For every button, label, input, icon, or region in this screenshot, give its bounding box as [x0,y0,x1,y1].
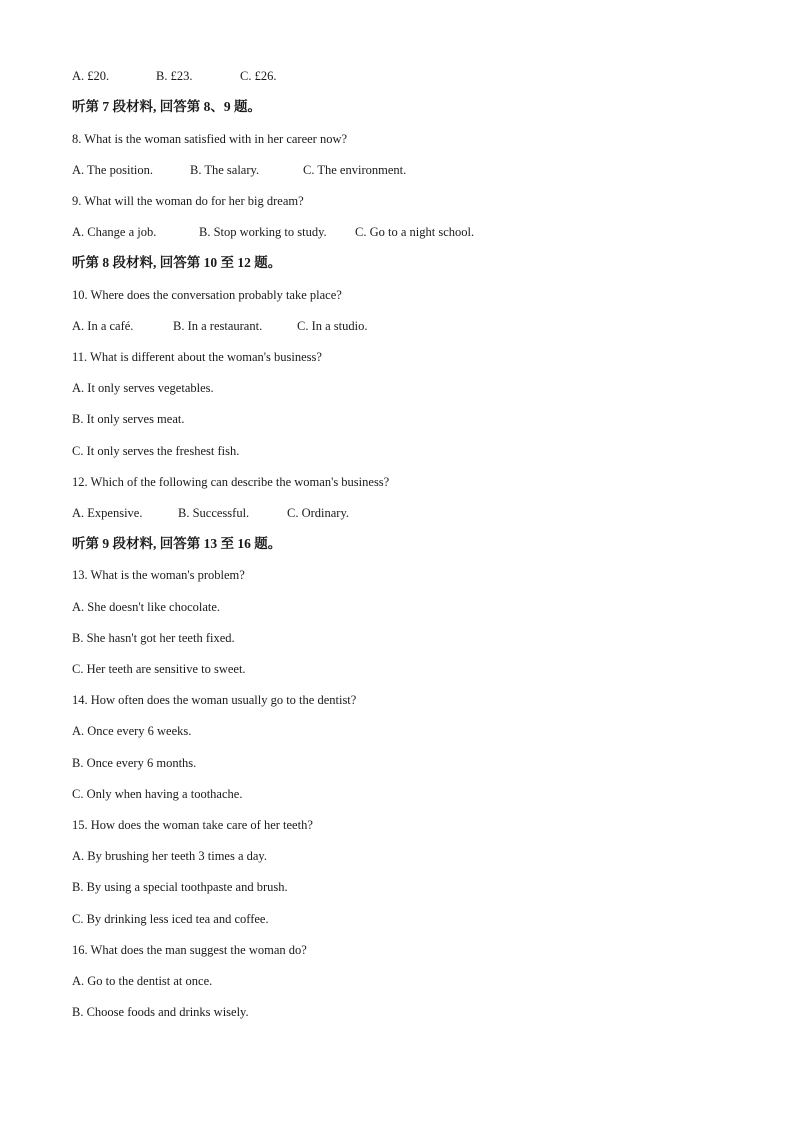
q11-option-a: A. It only serves vegetables. [72,381,214,395]
q7-options [72,68,276,84]
q10-option-a: A. In a café. [72,319,134,333]
q7-option-b: B. £23. [156,69,193,83]
q11-question: 11. What is different about the woman's business? [72,350,322,364]
q8-options [72,162,406,178]
q8-option-c: C. The environment. [303,163,407,177]
q7-option-c: C. £26. [240,69,277,83]
section8-heading: 听第 8 段材料, 回答第 10 至 12 题。 [72,255,282,270]
q13-question: 13. What is the woman's problem? [72,568,245,582]
q16-option-a: A. Go to the dentist at once. [72,974,213,988]
q15-option-c: C. By drinking less iced tea and coffee. [72,912,269,926]
q8-question: 8. What is the woman satisfied with in her career now? [72,132,348,146]
q16-question: 16. What does the man suggest the woman do? [72,943,307,957]
q13-option-c: C. Her teeth are sensitive to sweet. [72,662,246,676]
q12-option-a: A. Expensive. [72,506,143,520]
q8-option-a: A. The position. [72,163,154,177]
q10-question: 10. Where does the conversation probably take place? [72,288,342,302]
section9-heading: 听第 9 段材料, 回答第 13 至 16 题。 [72,536,282,551]
q7-option-a: A. £20. [72,69,110,83]
q10-option-c: C. In a studio. [297,319,368,333]
q15-option-b: B. By using a special toothpaste and brush. [72,880,288,894]
q15-question: 15. How does the woman take care of her teeth? [72,818,313,832]
q11-option-b: B. It only serves meat. [72,412,185,426]
q10-option-b: B. In a restaurant. [173,319,263,333]
q8-option-b: B. The salary. [190,163,260,177]
q9-option-a: A. Change a job. [72,225,157,239]
q9-options [72,224,474,240]
q13-option-b: B. She hasn't got her teeth fixed. [72,631,235,645]
q9-option-b: B. Stop working to study. [199,225,327,239]
q16-option-b: B. Choose foods and drinks wisely. [72,1005,249,1019]
q12-option-b: B. Successful. [178,506,250,520]
q11-option-c: C. It only serves the freshest fish. [72,444,240,458]
q14-question: 14. How often does the woman usually go to the dentist? [72,693,357,707]
section7-heading: 听第 7 段材料, 回答第 8、9 题。 [72,99,261,114]
q12-question: 12. Which of the following can describe the woman's business? [72,475,390,489]
q14-option-a: A. Once every 6 weeks. [72,724,192,738]
q13-option-a: A. She doesn't like chocolate. [72,600,221,614]
q14-option-b: B. Once every 6 months. [72,756,197,770]
q9-question: 9. What will the woman do for her big dream? [72,194,304,208]
q14-option-c: C. Only when having a toothache. [72,787,243,801]
q15-option-a: A. By brushing her teeth 3 times a day. [72,849,267,863]
q12-option-c: C. Ordinary. [287,506,350,520]
q10-options [72,318,367,334]
q9-option-c: C. Go to a night school. [355,225,475,239]
q12-options [72,505,349,521]
